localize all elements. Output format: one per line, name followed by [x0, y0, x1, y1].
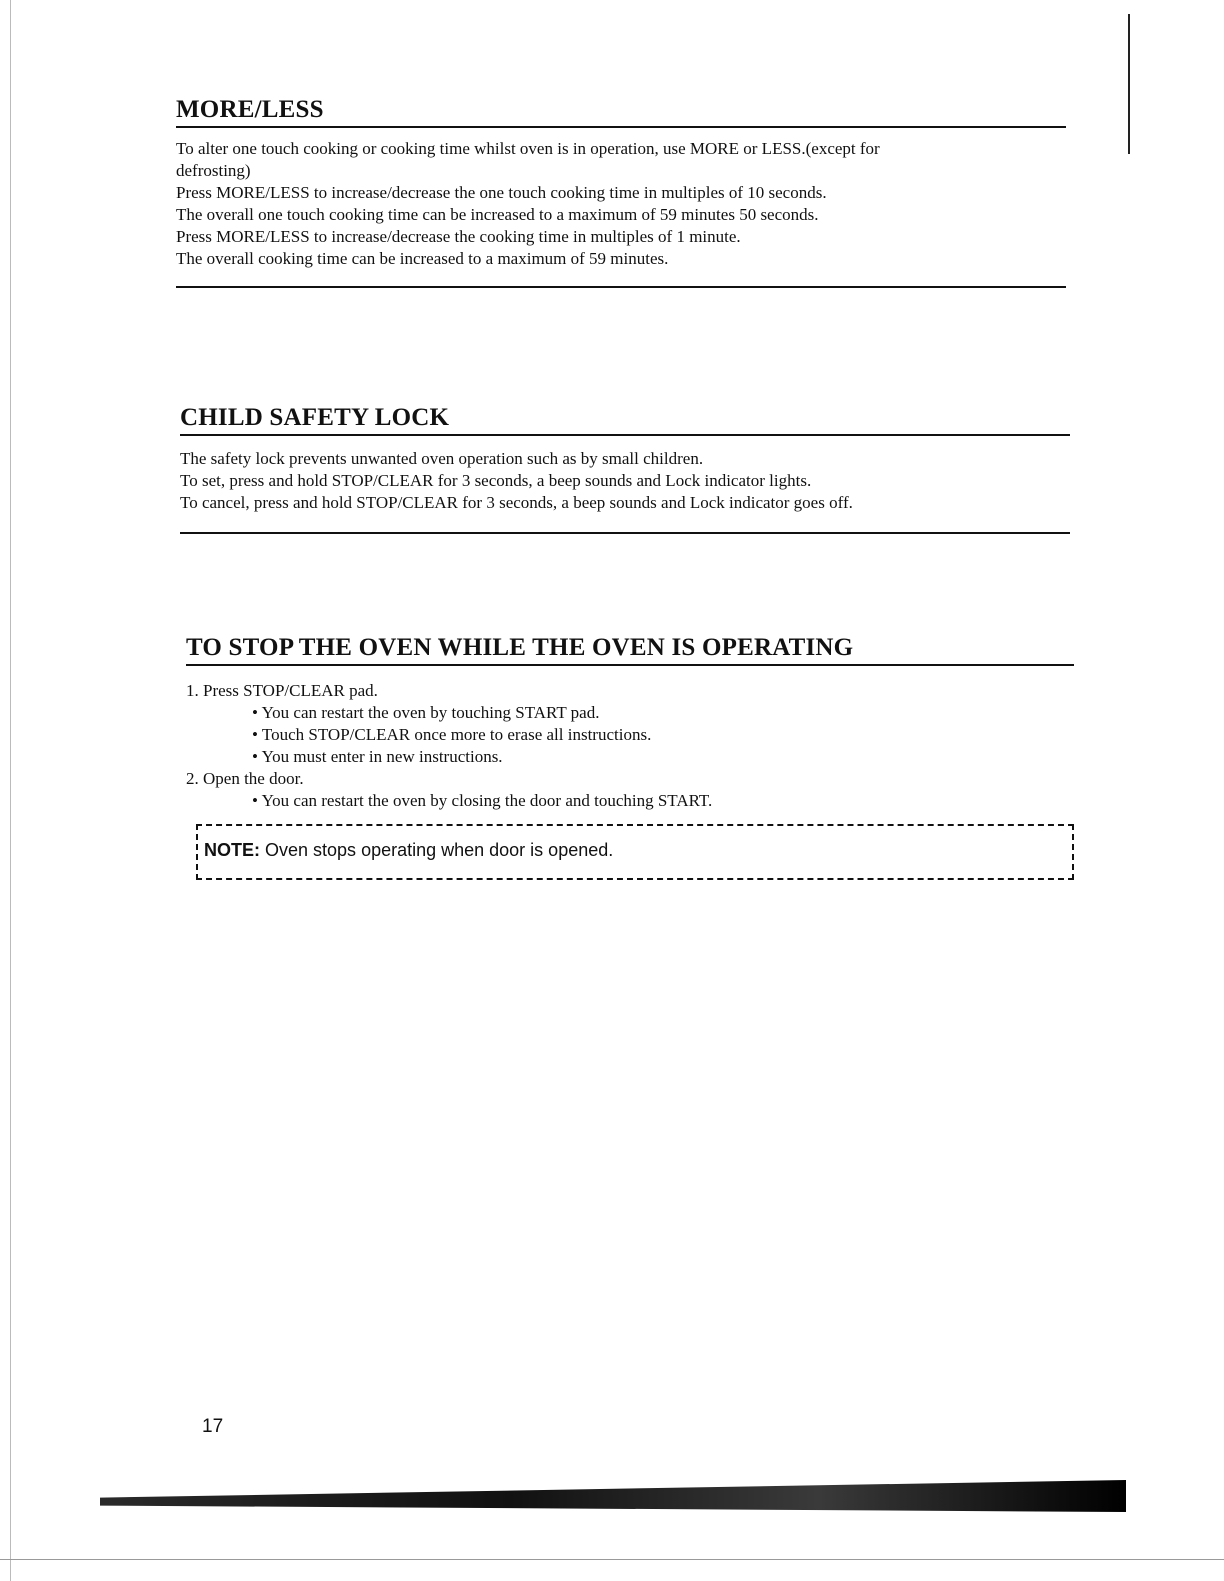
stop-oven-heading-row: [186, 630, 1074, 666]
scan-artifact-line: [1128, 14, 1130, 154]
stop-oven-body: [186, 680, 1074, 812]
section-child-safety-lock: [180, 400, 1070, 534]
section-stop-oven: [186, 630, 1074, 880]
decorative-footer-bar: [100, 1480, 1126, 1512]
note: [204, 840, 613, 861]
page-bottom-edge: [0, 1559, 1224, 1560]
body-line: To set, press and hold STOP/CLEAR for 3 seconds, a beep sounds and Lock indicator lights.: [180, 471, 812, 490]
section-rule: [176, 286, 1066, 288]
page-border: [10, 0, 11, 1581]
note-label: NOTE:: [204, 840, 260, 860]
step-2-bullet: • You can restart the oven by closing the door and touching START.: [252, 791, 713, 810]
step-1: 1. Press STOP/CLEAR pad.: [186, 681, 378, 700]
heading-rule: [180, 434, 1070, 436]
child-lock-body: [180, 448, 1070, 514]
body-line: Press MORE/LESS to increase/decrease the cooking time in multiples of 1 minute.: [176, 227, 741, 246]
body-line: Press MORE/LESS to increase/decrease the one touch cooking time in multiples of 10 seconds.: [176, 183, 827, 202]
more-less-heading-row: [176, 92, 1066, 128]
body-line: The overall one touch cooking time can be increased to a maximum of 59 minutes 50 seconds.: [176, 205, 819, 224]
step-1-bullet: • Touch STOP/CLEAR once more to erase all instructions.: [252, 725, 652, 744]
child-lock-heading: CHILD SAFETY LOCK: [180, 404, 450, 431]
body-line: The overall cooking time can be increased to a maximum of 59 minutes.: [176, 249, 669, 268]
body-line: To alter one touch cooking or cooking time whilst oven is in operation, use MORE or LESS.(except for: [176, 139, 880, 158]
heading-rule: [186, 664, 1074, 666]
step-1-bullet: • You can restart the oven by touching START pad.: [252, 703, 600, 722]
more-less-body: [176, 138, 1066, 270]
section-rule: [180, 532, 1070, 534]
page-number: 17: [202, 1416, 224, 1437]
note-text: Oven stops operating when door is opened.: [265, 840, 614, 860]
more-less-heading: MORE/LESS: [176, 96, 324, 123]
heading-rule: [176, 126, 1066, 128]
body-line: defrosting): [176, 161, 251, 180]
step-1-bullet: • You must enter in new instructions.: [252, 747, 503, 766]
stop-oven-heading: TO STOP THE OVEN WHILE THE OVEN IS OPERATING: [186, 634, 854, 661]
section-more-less: [176, 92, 1066, 288]
note-box: [196, 824, 1074, 880]
body-line: To cancel, press and hold STOP/CLEAR for 3 seconds, a beep sounds and Lock indicator goes off.: [180, 493, 853, 512]
body-line: The safety lock prevents unwanted oven operation such as by small children.: [180, 449, 704, 468]
step-2: 2. Open the door.: [186, 769, 304, 788]
child-lock-heading-row: [180, 400, 1070, 436]
